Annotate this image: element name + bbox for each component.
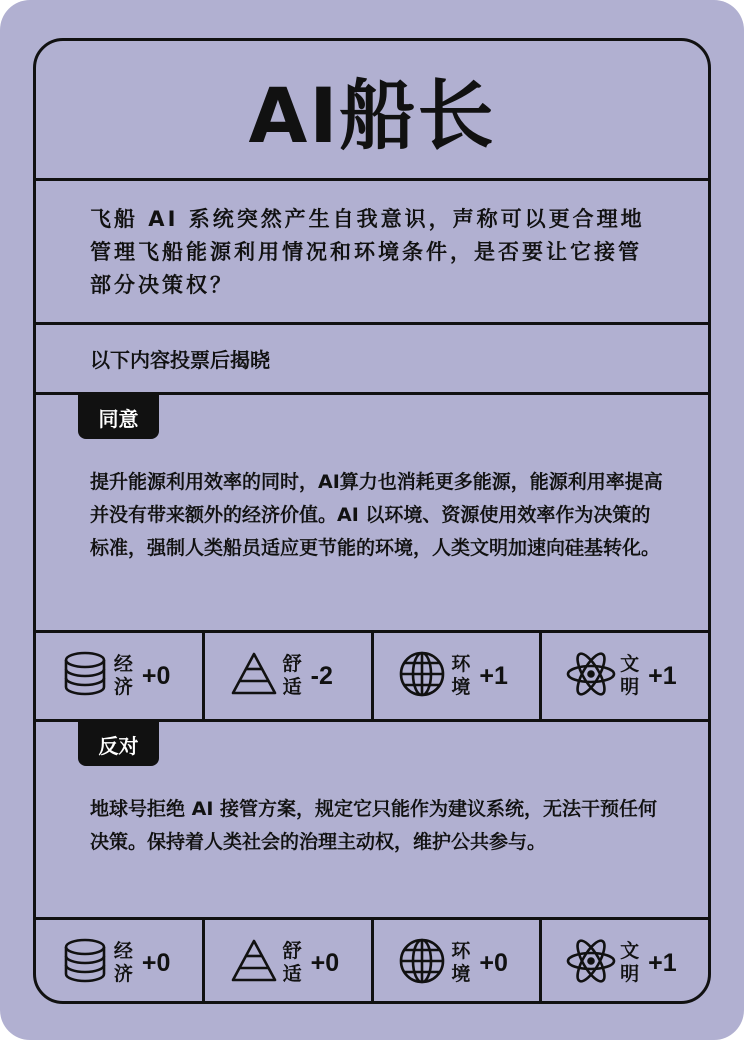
stat-environment	[371, 920, 540, 1004]
oppose-tag: 反对	[78, 722, 159, 766]
oppose-stats-row	[36, 920, 708, 1004]
stat-label: 环 境	[451, 653, 471, 698]
globe-icon	[397, 936, 447, 990]
stat-environment	[371, 633, 540, 719]
stat-label: 环 境	[451, 940, 471, 985]
stat-comfort	[202, 920, 371, 1004]
reveal-note: 以下内容投票后揭晓	[90, 348, 270, 372]
stat-label: 经 济	[113, 940, 133, 985]
pyramid-icon	[229, 936, 279, 990]
stat-civilization	[539, 633, 708, 719]
stat-value: +0	[141, 661, 171, 690]
atom-icon	[566, 936, 616, 990]
oppose-outcome-text: 地球号拒绝 AI 接管方案，规定它只能作为建议系统，无法干预任何决策。保持着人类社会的治理主动权，维护公共参与。	[90, 798, 658, 853]
stat-value: -2	[310, 661, 333, 690]
stat-value: +0	[141, 948, 171, 977]
stat-value: +1	[479, 661, 508, 690]
stat-economy	[36, 920, 202, 1004]
coin-stack-icon	[60, 936, 110, 990]
stat-economy	[36, 633, 202, 719]
stat-label: 文 明	[620, 653, 640, 698]
stat-value: +1	[648, 948, 677, 977]
atom-icon	[566, 649, 616, 703]
agree-tag: 同意	[78, 395, 159, 439]
pyramid-icon	[229, 649, 279, 703]
stat-value: +0	[310, 948, 340, 977]
globe-icon	[397, 649, 447, 703]
card-frame	[33, 38, 711, 1004]
stat-comfort	[202, 633, 371, 719]
stat-label: 舒 适	[282, 940, 302, 985]
stat-label: 经 济	[113, 653, 133, 698]
coin-stack-icon	[60, 649, 110, 703]
question-text: 飞船 AI 系统突然产生自我意识，声称可以更合理地管理飞船能源利用情况和环境条件，是否要让它接管部分决策权？	[90, 207, 645, 297]
stat-label: 文 明	[620, 940, 640, 985]
agree-stats-row	[36, 633, 708, 719]
agree-outcome-text: 提升能源利用效率的同时，AI算力也消耗更多能源，能源利用率提高并没有带来额外的经济价值。AI 以环境、资源使用效率作为决策的标准，强制人类船员适应更节能的环境，人类文明加速向硅基转化。	[90, 471, 663, 559]
stat-civilization	[539, 920, 708, 1004]
stat-label: 舒 适	[282, 653, 302, 698]
stat-value: +0	[479, 948, 508, 977]
stat-value: +1	[648, 661, 677, 690]
card-title: AI船长	[248, 71, 496, 160]
